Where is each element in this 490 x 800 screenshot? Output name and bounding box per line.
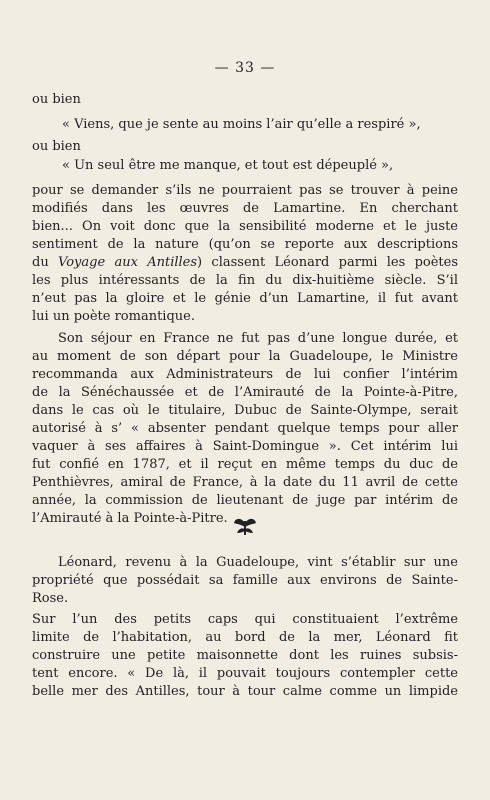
text-line: dans le cas où le titulaire, Dubuc de Sainte-Olympe, serait [32, 403, 458, 418]
text-line: Léonard, revenu à la Guadeloupe, vint s’établir sur une [58, 555, 458, 570]
quote-line: « Viens, que je sente au moins l’air qu’elle a respiré », [62, 117, 421, 132]
text-line: vaquer à ses affaires à Saint-Domingue ». Cet intérim lui [32, 439, 458, 454]
text-line: Penthièvres, amiral de France, à la date du 11 avril de cette [32, 475, 458, 490]
text-line: n’eut pas la gloire et le génie d’un Lamartine, il fut avant [32, 291, 458, 306]
text-line: du Voyage aux Antilles) classent Léonard parmi les poètes [32, 255, 459, 270]
fleuron-ornament [230, 515, 260, 537]
quote-line: « Un seul être me manque, et tout est dépeuplé », [62, 158, 394, 173]
text-line: construire une petite maisonnette dont les ruines subsis- [32, 648, 458, 663]
text-line: autorisé à s’ « absenter pendant quelque temps pour aller [32, 421, 458, 436]
text-line: ou bien [32, 139, 81, 154]
text-line: Rose. [32, 591, 69, 606]
text-line: de la Sénéchaussée et de l’Amirauté de la Pointe-à-Pitre, [32, 385, 458, 400]
text-line: sentiment de la nature (qu’on se reporte aux descriptions [32, 237, 458, 252]
book-title: Voyage aux Antilles [58, 255, 198, 270]
text-line: au moment de son départ pour la Guadeloupe, le Ministre [32, 349, 458, 364]
text-line: tent encore. « De là, il pouvait toujours contempler cette [32, 666, 458, 681]
text-line: modifiés dans les œuvres de Lamartine. En cherchant [32, 201, 458, 216]
text-line: les plus intéressants de la fin du dix-huitième siècle. S’il [32, 273, 458, 288]
text-line: propriété que possédait sa famille aux environs de Sainte- [32, 573, 458, 588]
text-line: pour se demander s’ils ne pourraient pas se trouver à peine [32, 183, 458, 198]
text-line: bien... On voit donc que la sensibilité moderne et le juste [32, 219, 458, 234]
text-line: lui un poète romantique. [32, 309, 195, 324]
text-line: ou bien [32, 92, 81, 107]
text-line: recommanda aux Administrateurs de lui confier l’intérim [32, 367, 458, 382]
text-line: limite de l’habitation, au bord de la mer, Léonard fit [32, 630, 458, 645]
page-number: — 33 — [214, 60, 276, 76]
text-line: l’Amirauté à la Pointe-à-Pitre. [32, 511, 228, 526]
text-line: fut confié en 1787, et il reçut en même temps du duc de [32, 457, 458, 472]
text-line: belle mer des Antilles, tour à tour calme comme un limpide [32, 684, 458, 699]
text-line: Sur l’un des petits caps qui constituaient l’extrême [32, 612, 458, 627]
text-line: année, la commission de lieutenant de juge par intérim de [32, 493, 458, 508]
text-line: Son séjour en France ne fut pas d’une longue durée, et [58, 331, 458, 346]
